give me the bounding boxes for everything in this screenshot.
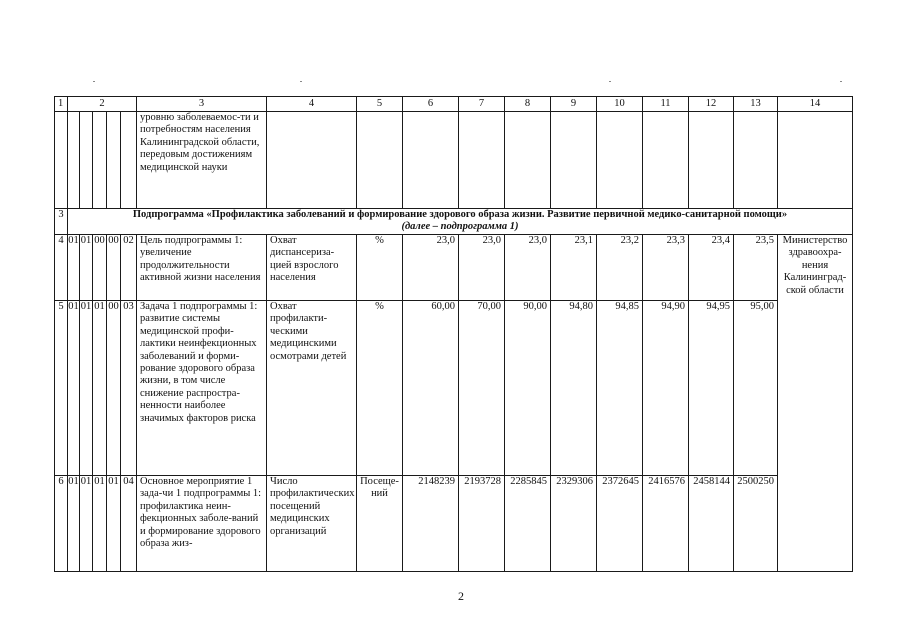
value-cell: 23,0 bbox=[459, 235, 505, 301]
empty-cell bbox=[597, 112, 643, 209]
row-number: 5 bbox=[55, 301, 68, 476]
header-cell: 4 bbox=[267, 97, 357, 112]
row-number: 4 bbox=[55, 235, 68, 301]
code-cell: 00 bbox=[93, 235, 107, 301]
code-cell: 03 bbox=[121, 301, 137, 476]
value-cell: 23,0 bbox=[403, 235, 459, 301]
scan-speck bbox=[609, 81, 611, 82]
table-row bbox=[55, 476, 853, 572]
empty-cell bbox=[267, 112, 357, 209]
table-row bbox=[55, 301, 853, 476]
header-cell: 11 bbox=[643, 97, 689, 112]
header-cell: 14 bbox=[778, 97, 853, 112]
empty-cell bbox=[734, 112, 778, 209]
header-cell: 13 bbox=[734, 97, 778, 112]
continuation-text: уровню заболеваемос-ти и потребностям населения Калининградской области, передовым достижениям медицинской науки bbox=[137, 112, 267, 209]
row-number: 3 bbox=[55, 209, 68, 235]
header-row bbox=[55, 97, 853, 112]
empty-cell bbox=[93, 112, 107, 209]
header-cell: 9 bbox=[551, 97, 597, 112]
subprogram-row bbox=[55, 209, 853, 235]
empty-cell bbox=[551, 112, 597, 209]
value-cell: 94,95 bbox=[689, 301, 734, 476]
value-cell: 23,1 bbox=[551, 235, 597, 301]
table-row bbox=[55, 235, 853, 301]
code-cell: 00 bbox=[107, 235, 121, 301]
code-cell: 01 bbox=[107, 476, 121, 572]
value-cell: 94,85 bbox=[597, 301, 643, 476]
code-cell: 01 bbox=[80, 301, 93, 476]
value-cell: 94,80 bbox=[551, 301, 597, 476]
empty-cell bbox=[68, 112, 80, 209]
indicator-name: Охват диспансериза-цией взрослого населения bbox=[267, 235, 357, 301]
value-cell: 94,90 bbox=[643, 301, 689, 476]
unit-cell: Посеще-ний bbox=[357, 476, 403, 572]
header-cell: 12 bbox=[689, 97, 734, 112]
indicator-name: Число профилактических посещений медицинских организаций bbox=[267, 476, 357, 572]
activity-name: Цель подпрограммы 1: увеличение продолжительности активной жизни населения bbox=[137, 235, 267, 301]
empty-cell bbox=[107, 112, 121, 209]
executor-cell: Министерство здравоохра-нения Калининград-ской области bbox=[778, 235, 853, 572]
row-number: 6 bbox=[55, 476, 68, 572]
header-cell: 6 bbox=[403, 97, 459, 112]
page-number: 2 bbox=[458, 589, 464, 603]
value-cell: 23,3 bbox=[643, 235, 689, 301]
scan-speck bbox=[840, 81, 842, 82]
scan-speck bbox=[300, 81, 302, 82]
indicators-table bbox=[54, 96, 853, 572]
header-cell: 10 bbox=[597, 97, 643, 112]
value-cell: 2458144 bbox=[689, 476, 734, 572]
empty-cell bbox=[689, 112, 734, 209]
value-cell: 2500250 bbox=[734, 476, 778, 572]
code-cell: 01 bbox=[93, 301, 107, 476]
value-cell: 90,00 bbox=[505, 301, 551, 476]
value-cell: 2416576 bbox=[643, 476, 689, 572]
subprogram-title-cell bbox=[68, 209, 853, 235]
code-cell: 01 bbox=[80, 476, 93, 572]
empty-cell bbox=[643, 112, 689, 209]
empty-cell bbox=[80, 112, 93, 209]
code-cell: 01 bbox=[80, 235, 93, 301]
value-cell: 95,00 bbox=[734, 301, 778, 476]
header-cell: 7 bbox=[459, 97, 505, 112]
value-cell: 2329306 bbox=[551, 476, 597, 572]
code-cell: 00 bbox=[107, 301, 121, 476]
value-cell: 23,5 bbox=[734, 235, 778, 301]
code-cell: 01 bbox=[68, 476, 80, 572]
empty-cell bbox=[357, 112, 403, 209]
empty-cell bbox=[505, 112, 551, 209]
value-cell: 23,0 bbox=[505, 235, 551, 301]
scan-speck bbox=[93, 81, 95, 82]
empty-cell bbox=[778, 112, 853, 209]
value-cell: 2148239 bbox=[403, 476, 459, 572]
empty-cell bbox=[121, 112, 137, 209]
unit-cell: % bbox=[357, 235, 403, 301]
value-cell: 2285845 bbox=[505, 476, 551, 572]
activity-name: Основное мероприятие 1 зада-чи 1 подпрограммы 1: профилактика неин-фекционных заболе-ваний и формирование здорового образа жиз- bbox=[137, 476, 267, 572]
subprogram-title: Подпрограмма «Профилактика заболеваний и формирование здорового образа жизни. Развитие первичной медико-санитарной помощи» bbox=[132, 209, 788, 220]
header-cell: 5 bbox=[357, 97, 403, 112]
code-cell: 01 bbox=[68, 301, 80, 476]
continuation-row bbox=[55, 112, 853, 209]
value-cell: 2193728 bbox=[459, 476, 505, 572]
header-cell: 8 bbox=[505, 97, 551, 112]
header-cell: 2 bbox=[68, 97, 137, 112]
unit-cell: % bbox=[357, 301, 403, 476]
value-cell: 2372645 bbox=[597, 476, 643, 572]
empty-cell bbox=[403, 112, 459, 209]
subprogram-subtitle: (далее – подпрограмма 1) bbox=[401, 221, 519, 232]
code-cell: 01 bbox=[93, 476, 107, 572]
value-cell: 60,00 bbox=[403, 301, 459, 476]
header-cell: 1 bbox=[55, 97, 68, 112]
activity-name: Задача 1 подпрограммы 1: развитие системы медицинской профи-лактики неинфекционных заболеваний и форми-рование здорового образа жизни, в том числе снижение распростра-ненности наиболее значимых факторов риска bbox=[137, 301, 267, 476]
code-cell: 01 bbox=[68, 235, 80, 301]
code-cell: 02 bbox=[121, 235, 137, 301]
value-cell: 70,00 bbox=[459, 301, 505, 476]
value-cell: 23,2 bbox=[597, 235, 643, 301]
value-cell: 23,4 bbox=[689, 235, 734, 301]
indicator-name: Охват профилакти-ческими медицинскими осмотрами детей bbox=[267, 301, 357, 476]
header-cell: 3 bbox=[137, 97, 267, 112]
code-cell: 04 bbox=[121, 476, 137, 572]
empty-cell bbox=[459, 112, 505, 209]
empty-cell bbox=[55, 112, 68, 209]
